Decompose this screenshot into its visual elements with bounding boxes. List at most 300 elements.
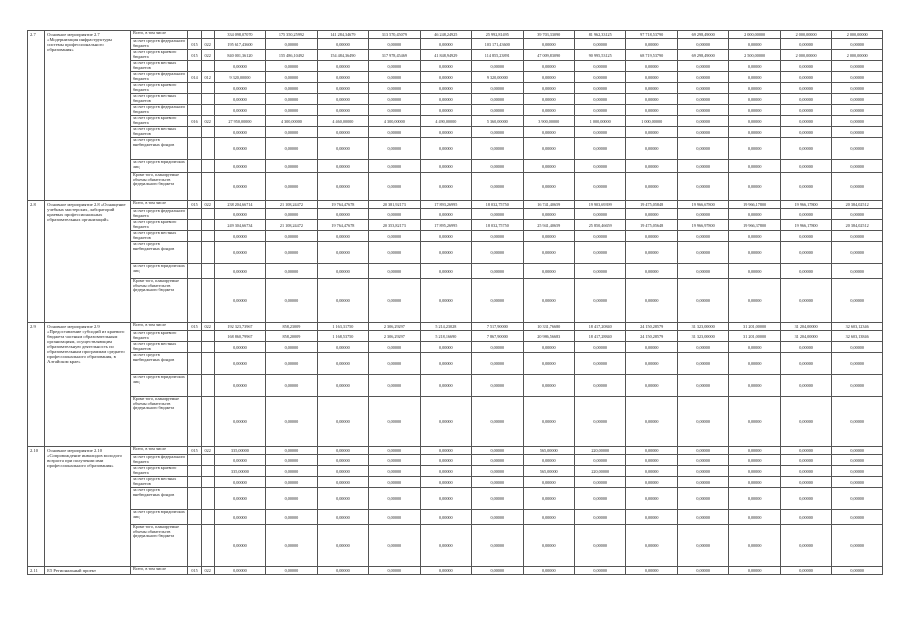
amount-cell: 0,00000: [266, 279, 317, 323]
amount-cell: 0,00000: [420, 525, 471, 567]
amount-cell: 0,00000: [832, 94, 883, 105]
amount-cell: 0,00000: [626, 510, 677, 525]
measure-description: Е5 Региональный проект: [45, 567, 131, 575]
amount-cell: 46 248,24925: [420, 31, 471, 39]
code-rz: [201, 525, 214, 567]
amount-cell: 31 323,00000: [677, 323, 728, 331]
amount-cell: 0,00000: [832, 466, 883, 477]
amount-cell: 25 992,81495: [472, 31, 523, 39]
amount-cell: 4 460,00000: [317, 116, 368, 127]
code-gr: [188, 279, 201, 323]
amount-cell: 0,00000: [677, 264, 728, 279]
amount-cell: 0,00000: [677, 567, 728, 575]
amount-cell: 0,00000: [677, 477, 728, 488]
code-gr: [188, 61, 201, 72]
amount-cell: 0,00000: [780, 488, 831, 510]
amount-cell: 0,00000: [420, 61, 471, 72]
amount-cell: 0,00000: [780, 466, 831, 477]
amount-cell: 0,00000: [369, 105, 420, 116]
amount-cell: 0,00000: [420, 447, 471, 455]
amount-cell: 0,00000: [677, 138, 728, 160]
measure-description: Основное мероприятие 2.8 «Оснащение учебных мастерских, лабораторий краевых профессиональных образовательных организаций»: [45, 201, 131, 323]
table-row: [28, 72, 883, 83]
amount-cell: 0,00000: [266, 138, 317, 160]
amount-cell: 69 298,49000: [677, 31, 728, 39]
amount-cell: 0,00000: [729, 116, 780, 127]
amount-cell: 0,00000: [369, 209, 420, 220]
code-rz: [201, 455, 214, 466]
amount-cell: 565,00000: [523, 466, 574, 477]
amount-cell: 0,00000: [420, 94, 471, 105]
funding-source: за счет средств внебюджетных фондов: [130, 138, 188, 160]
amount-cell: 0,00000: [317, 61, 368, 72]
amount-cell: 0,00000: [317, 567, 368, 575]
amount-cell: 0,00000: [780, 83, 831, 94]
amount-cell: 0,00000: [832, 488, 883, 510]
table-row: [28, 510, 883, 525]
amount-cell: 31 323,00000: [677, 331, 728, 342]
amount-cell: 32 603,12346: [832, 323, 883, 331]
code-gr: [188, 105, 201, 116]
amount-cell: 0,00000: [780, 510, 831, 525]
amount-cell: 31 201,00000: [729, 323, 780, 331]
amount-cell: 0,00000: [472, 105, 523, 116]
amount-cell: 335,00000: [214, 466, 265, 477]
amount-cell: 20 986,56683: [523, 331, 574, 342]
table-row: [28, 50, 883, 61]
amount-cell: 0,00000: [729, 231, 780, 242]
amount-cell: 0,00000: [523, 397, 574, 447]
table-row: [28, 342, 883, 353]
amount-cell: 0,00000: [523, 39, 574, 50]
amount-cell: 0,00000: [369, 242, 420, 264]
amount-cell: 0,00000: [626, 160, 677, 173]
amount-cell: 0,00000: [266, 567, 317, 575]
amount-cell: 32 603,13846: [832, 331, 883, 342]
amount-cell: 0,00000: [832, 279, 883, 323]
amount-cell: 0,00000: [574, 567, 625, 575]
code-rz: [201, 331, 214, 342]
amount-cell: 0,00000: [369, 375, 420, 397]
code-gr: [188, 264, 201, 279]
amount-cell: 0,00000: [677, 160, 728, 173]
amount-cell: 103 171,43600: [472, 39, 523, 50]
code-rz: [201, 264, 214, 279]
table-row: [28, 242, 883, 264]
amount-cell: 0,00000: [626, 342, 677, 353]
table-row: [28, 31, 883, 39]
amount-cell: 0,00000: [832, 160, 883, 173]
amount-cell: 840 001,36120: [214, 50, 265, 61]
amount-cell: 0,00000: [832, 397, 883, 447]
amount-cell: 0,00000: [369, 488, 420, 510]
item-number: 2.10: [28, 447, 45, 567]
amount-cell: 0,00000: [369, 231, 420, 242]
amount-cell: 0,00000: [626, 209, 677, 220]
amount-cell: 0,00000: [214, 567, 265, 575]
funding-source: за счет средств краевого бюджета: [130, 331, 188, 342]
amount-cell: 1 168,53750: [317, 331, 368, 342]
amount-cell: 0,00000: [780, 61, 831, 72]
amount-cell: 0,00000: [317, 231, 368, 242]
amount-cell: 0,00000: [317, 138, 368, 160]
amount-cell: 0,00000: [523, 61, 574, 72]
amount-cell: 0,00000: [729, 105, 780, 116]
amount-cell: 0,00000: [317, 397, 368, 447]
amount-cell: 0,00000: [780, 39, 831, 50]
funding-source: за счет средств внебюджетных фондов: [130, 353, 188, 375]
amount-cell: 0,00000: [523, 477, 574, 488]
amount-cell: 0,00000: [317, 525, 368, 567]
amount-cell: 0,00000: [574, 94, 625, 105]
amount-cell: 0,00000: [369, 61, 420, 72]
amount-cell: 317 978,45469: [369, 50, 420, 61]
amount-cell: 0,00000: [574, 525, 625, 567]
amount-cell: 0,00000: [523, 455, 574, 466]
amount-cell: 0,00000: [266, 342, 317, 353]
amount-cell: 0,00000: [832, 567, 883, 575]
funding-source: Кроме того, планируемые объемы обязательств федерального бюджета: [130, 397, 188, 447]
amount-cell: 0,00000: [472, 127, 523, 138]
amount-cell: 0,00000: [729, 353, 780, 375]
budget-table-sheet: [27, 30, 883, 575]
table-row: [28, 116, 883, 127]
table-row: [28, 331, 883, 342]
amount-cell: 565,00000: [523, 447, 574, 455]
funding-source: за счет средств краевого бюджета: [130, 466, 188, 477]
amount-cell: 0,00000: [317, 477, 368, 488]
amount-cell: 25 850,46659: [574, 220, 625, 231]
amount-cell: 90 995,53125: [574, 50, 625, 61]
amount-cell: 0,00000: [369, 567, 420, 575]
table-row: [28, 105, 883, 116]
amount-cell: 0,00000: [574, 353, 625, 375]
code-rz: [201, 138, 214, 160]
amount-cell: 0,00000: [472, 173, 523, 201]
amount-cell: 0,00000: [677, 231, 728, 242]
amount-cell: 0,00000: [266, 105, 317, 116]
amount-cell: 0,00000: [472, 231, 523, 242]
amount-cell: 47 009,83090: [523, 50, 574, 61]
amount-cell: 31 204,00000: [780, 323, 831, 331]
code-rz: [201, 242, 214, 264]
amount-cell: 0,00000: [472, 61, 523, 72]
amount-cell: 0,00000: [574, 83, 625, 94]
amount-cell: 2 306,29297: [369, 323, 420, 331]
amount-cell: 10 331,76680: [523, 323, 574, 331]
table-row: [28, 525, 883, 567]
amount-cell: 0,00000: [214, 375, 265, 397]
amount-cell: 1 000,00000: [574, 116, 625, 127]
amount-cell: 0,00000: [420, 138, 471, 160]
code-rz: [201, 127, 214, 138]
amount-cell: 0,00000: [780, 455, 831, 466]
amount-cell: 0,00000: [729, 94, 780, 105]
amount-cell: 0,00000: [266, 94, 317, 105]
code-gr: [188, 525, 201, 567]
amount-cell: 0,00000: [626, 447, 677, 455]
amount-cell: 0,00000: [729, 138, 780, 160]
amount-cell: 0,00000: [523, 488, 574, 510]
code-gr: [188, 466, 201, 477]
amount-cell: 0,00000: [574, 39, 625, 50]
code-gr: [188, 138, 201, 160]
amount-cell: 0,00000: [266, 397, 317, 447]
amount-cell: 0,00000: [729, 83, 780, 94]
amount-cell: 0,00000: [266, 173, 317, 201]
amount-cell: 3 900,00000: [523, 116, 574, 127]
amount-cell: 39 703,33090: [523, 31, 574, 39]
code-rz: 022: [201, 201, 214, 209]
amount-cell: 0,00000: [214, 455, 265, 466]
table-row: [28, 94, 883, 105]
amount-cell: 0,00000: [523, 510, 574, 525]
funding-source: за счет средств краевого бюджета: [130, 50, 188, 61]
table-row: [28, 138, 883, 160]
amount-cell: 0,00000: [626, 279, 677, 323]
amount-cell: 0,00000: [574, 342, 625, 353]
amount-cell: 175 350,25992: [266, 31, 317, 39]
amount-cell: 0,00000: [523, 525, 574, 567]
amount-cell: 0,00000: [677, 466, 728, 477]
amount-cell: 0,00000: [626, 105, 677, 116]
amount-cell: 0,00000: [780, 138, 831, 160]
amount-cell: 0,00000: [729, 567, 780, 575]
amount-cell: 0,00000: [472, 525, 523, 567]
amount-cell: 0,00000: [729, 447, 780, 455]
amount-cell: 2 500,00000: [729, 50, 780, 61]
amount-cell: 0,00000: [626, 264, 677, 279]
amount-cell: 2 000,00000: [729, 31, 780, 39]
amount-cell: 0,00000: [729, 510, 780, 525]
amount-cell: 0,00000: [420, 231, 471, 242]
amount-cell: 0,00000: [317, 447, 368, 455]
amount-cell: 0,00000: [266, 61, 317, 72]
amount-cell: 1 163,31750: [317, 323, 368, 331]
item-number: 2.9: [28, 323, 45, 447]
amount-cell: 0,00000: [369, 160, 420, 173]
amount-cell: 0,00000: [677, 116, 728, 127]
funding-source: Кроме того, планируемые объемы обязательств федерального бюджета: [130, 173, 188, 201]
code-rz: [201, 279, 214, 323]
amount-cell: 0,00000: [729, 375, 780, 397]
amount-cell: 4 300,00000: [266, 116, 317, 127]
amount-cell: 0,00000: [369, 279, 420, 323]
amount-cell: 0,00000: [472, 138, 523, 160]
amount-cell: 0,00000: [626, 242, 677, 264]
amount-cell: 0,00000: [574, 209, 625, 220]
amount-cell: 0,00000: [780, 127, 831, 138]
amount-cell: 0,00000: [472, 447, 523, 455]
funding-source: за счет средств местных бюджетов: [130, 61, 188, 72]
amount-cell: 0,00000: [832, 116, 883, 127]
amount-cell: 20 353,82173: [369, 220, 420, 231]
amount-cell: 7 517,90000: [472, 323, 523, 331]
amount-cell: 0,00000: [472, 83, 523, 94]
code-rz: [201, 477, 214, 488]
funding-source: за счет средств местных бюджетов: [130, 477, 188, 488]
amount-cell: 0,00000: [574, 477, 625, 488]
amount-cell: 0,00000: [677, 61, 728, 72]
amount-cell: 0,00000: [677, 39, 728, 50]
amount-cell: 0,00000: [420, 488, 471, 510]
amount-cell: 0,00000: [832, 525, 883, 567]
code-rz: [201, 209, 214, 220]
amount-cell: 0,00000: [729, 72, 780, 83]
amount-cell: 0,00000: [266, 466, 317, 477]
amount-cell: 0,00000: [472, 567, 523, 575]
table-row: [28, 323, 883, 331]
code-rz: [201, 397, 214, 447]
amount-cell: 0,00000: [780, 105, 831, 116]
amount-cell: 0,00000: [214, 209, 265, 220]
amount-cell: 0,00000: [317, 242, 368, 264]
amount-cell: 19 966,37800: [729, 220, 780, 231]
amount-cell: 0,00000: [266, 209, 317, 220]
table-row: [28, 264, 883, 279]
amount-cell: 0,00000: [214, 242, 265, 264]
funding-source: за счет средств краевого бюджета: [130, 83, 188, 94]
amount-cell: 0,00000: [472, 342, 523, 353]
amount-cell: 19 764,47678: [317, 201, 368, 209]
amount-cell: 0,00000: [729, 173, 780, 201]
amount-cell: 0,00000: [780, 173, 831, 201]
amount-cell: 0,00000: [780, 116, 831, 127]
amount-cell: 0,00000: [677, 242, 728, 264]
amount-cell: 0,00000: [523, 279, 574, 323]
amount-cell: 0,00000: [780, 447, 831, 455]
budget-table-body: [28, 31, 883, 575]
amount-cell: 0,00000: [266, 39, 317, 50]
amount-cell: 0,00000: [317, 488, 368, 510]
amount-cell: 0,00000: [420, 375, 471, 397]
amount-cell: 19 966,97800: [677, 220, 728, 231]
code-rz: 022: [201, 567, 214, 575]
amount-cell: 2 000,00000: [832, 31, 883, 39]
code-gr: [188, 510, 201, 525]
amount-cell: 0,00000: [369, 94, 420, 105]
table-row: [28, 353, 883, 375]
amount-cell: 0,00000: [677, 353, 728, 375]
amount-cell: 0,00000: [626, 83, 677, 94]
amount-cell: 0,00000: [523, 94, 574, 105]
amount-cell: 0,00000: [369, 397, 420, 447]
amount-cell: 0,00000: [523, 72, 574, 83]
code-gr: [188, 488, 201, 510]
amount-cell: 0,00000: [780, 279, 831, 323]
funding-source: за счет средств юридических лиц: [130, 375, 188, 397]
amount-cell: 0,00000: [832, 61, 883, 72]
item-number: 2.7: [28, 31, 45, 201]
amount-cell: 31 204,00000: [780, 331, 831, 342]
code-rz: [201, 94, 214, 105]
amount-cell: 0,00000: [832, 447, 883, 455]
amount-cell: 0,00000: [266, 455, 317, 466]
amount-cell: 0,00000: [677, 375, 728, 397]
amount-cell: 0,00000: [214, 127, 265, 138]
amount-cell: 0,00000: [369, 466, 420, 477]
table-row: [28, 61, 883, 72]
amount-cell: 0,00000: [472, 353, 523, 375]
table-row: [28, 173, 883, 201]
amount-cell: 0,00000: [214, 138, 265, 160]
amount-cell: 0,00000: [472, 94, 523, 105]
amount-cell: 7 867,90000: [472, 331, 523, 342]
amount-cell: 0,00000: [729, 455, 780, 466]
amount-cell: 114 855,23891: [472, 50, 523, 61]
amount-cell: 0,00000: [214, 488, 265, 510]
amount-cell: 4 300,00000: [369, 116, 420, 127]
amount-cell: 0,00000: [523, 567, 574, 575]
amount-cell: 335,00000: [214, 447, 265, 455]
amount-cell: 41 848,94929: [420, 50, 471, 61]
amount-cell: 0,00000: [420, 105, 471, 116]
amount-cell: 17 893,26995: [420, 201, 471, 209]
amount-cell: 0,00000: [677, 397, 728, 447]
amount-cell: 0,00000: [266, 231, 317, 242]
amount-cell: 18 417,28840: [574, 331, 625, 342]
amount-cell: 0,00000: [317, 83, 368, 94]
amount-cell: 0,00000: [266, 72, 317, 83]
amount-cell: 0,00000: [472, 466, 523, 477]
amount-cell: 0,00000: [626, 94, 677, 105]
code-gr: 016: [188, 116, 201, 127]
amount-cell: 0,00000: [780, 160, 831, 173]
amount-cell: 21 108,24472: [266, 201, 317, 209]
funding-source: за счет средств федерального бюджета: [130, 72, 188, 83]
amount-cell: 0,00000: [369, 264, 420, 279]
amount-cell: 0,00000: [317, 209, 368, 220]
amount-cell: 0,00000: [420, 83, 471, 94]
amount-cell: 20 384,02512: [832, 220, 883, 231]
amount-cell: 0,00000: [832, 342, 883, 353]
funding-source: за счет средств внебюджетных фондов: [130, 242, 188, 264]
amount-cell: 0,00000: [369, 39, 420, 50]
amount-cell: 0,00000: [574, 375, 625, 397]
table-row: [28, 127, 883, 138]
amount-cell: 97 718,53790: [626, 31, 677, 39]
code-gr: 014: [188, 72, 201, 83]
amount-cell: 0,00000: [420, 477, 471, 488]
amount-cell: 334 098,07070: [214, 31, 265, 39]
amount-cell: 19 966,17800: [780, 220, 831, 231]
amount-cell: 0,00000: [729, 466, 780, 477]
amount-cell: 20 384,02512: [832, 201, 883, 209]
amount-cell: 0,00000: [626, 477, 677, 488]
amount-cell: 0,00000: [214, 279, 265, 323]
amount-cell: 0,00000: [626, 61, 677, 72]
amount-cell: 0,00000: [574, 242, 625, 264]
amount-cell: 0,00000: [420, 39, 471, 50]
amount-cell: 0,00000: [214, 264, 265, 279]
item-number: 2.11: [28, 567, 45, 575]
amount-cell: 0,00000: [472, 209, 523, 220]
amount-cell: 0,00000: [780, 72, 831, 83]
amount-cell: 16 741,40659: [523, 201, 574, 209]
code-gr: [188, 83, 201, 94]
amount-cell: 0,00000: [317, 72, 368, 83]
amount-cell: 9 320,00000: [214, 72, 265, 83]
amount-cell: 0,00000: [420, 242, 471, 264]
table-row: [28, 567, 883, 575]
amount-cell: 249 304,66734: [214, 220, 265, 231]
table-row: [28, 375, 883, 397]
code-rz: [201, 220, 214, 231]
amount-cell: 0,00000: [626, 375, 677, 397]
amount-cell: 0,00000: [317, 264, 368, 279]
amount-cell: 0,00000: [626, 567, 677, 575]
table-row: [28, 220, 883, 231]
